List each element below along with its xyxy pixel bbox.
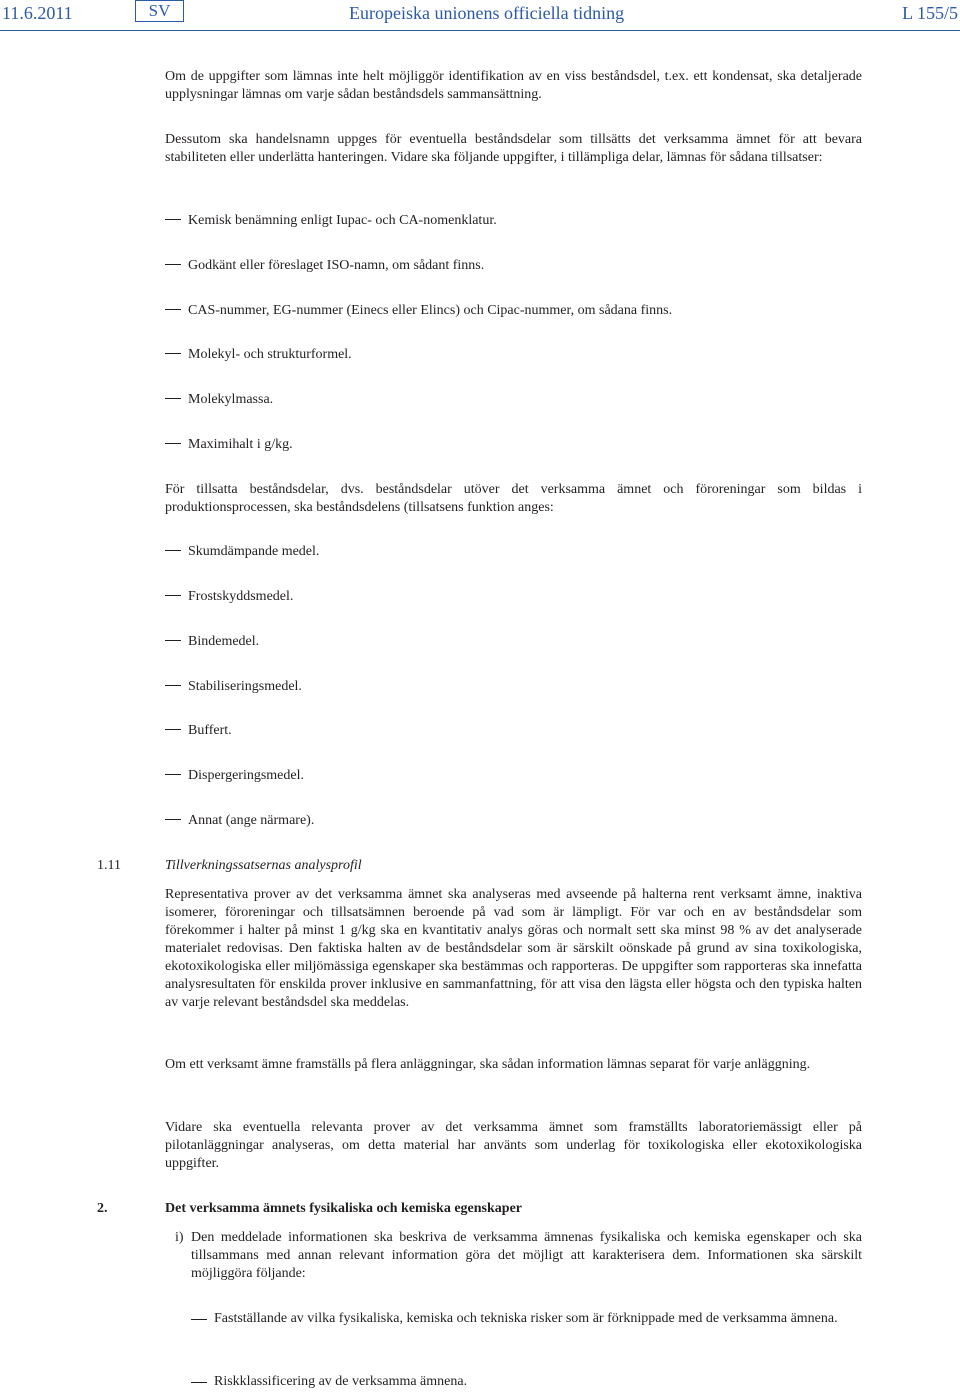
list-item: Skumdämpande medel. (165, 543, 862, 561)
list-item: Maximihalt i g/kg. (165, 436, 862, 454)
list-item: Stabiliseringsmedel. (165, 678, 862, 696)
dash-mark (165, 774, 181, 775)
list-item: Riskklassificering av de verksamma ämnena. (191, 1373, 862, 1391)
header-rule (0, 30, 960, 31)
dash-mark (165, 595, 181, 596)
dash-mark (165, 729, 181, 730)
dash-mark (165, 264, 181, 265)
paragraph: För tillsatta beståndsdelar, dvs. beståndsdelar utöver det verksamma ämnet och föroreningar som bildas i produktionsprocessen, ska beståndsdelens (tillsatsens funktion anges: (165, 482, 862, 515)
sub-item-text: Den meddelade informationen ska beskriva de verksamma ämnenas fysikaliska och kemiska egenskaper och ska tillsammans med annan relevant information göra det möjligt att karakterisera dem. Informationen ska särskilt möjliggöra följande: (191, 1230, 862, 1281)
list-item: Buffert. (165, 722, 862, 740)
dash-mark (165, 819, 181, 820)
list-item: Godkänt eller föreslaget ISO-namn, om sådant finns. (165, 257, 862, 275)
dash-mark (165, 219, 181, 220)
language-badge: SV (135, 0, 184, 22)
paragraph: Vidare ska eventuella relevanta prover av det verksamma ämnet som framställts laboratoriemässigt eller på pilotanläggningar analyseras, om detta material har använts som underlag för toxikologiska eller ekotoxikologiska uppgifter. (165, 1120, 862, 1171)
list-item: Molekyl- och strukturformel. (165, 346, 862, 364)
list-item: Fastställande av vilka fysikaliska, kemiska och tekniska risker som är förknippade med de verksamma ämnena. (191, 1310, 862, 1328)
list-item: Frostskyddsmedel. (165, 588, 862, 606)
dash-mark (165, 685, 181, 686)
section-heading: Tillverkningssatsernas analysprofil (165, 858, 362, 873)
dash-mark (165, 353, 181, 354)
section-number: 2. (97, 1201, 108, 1216)
dash-mark (165, 550, 181, 551)
list-item: CAS-nummer, EG-nummer (Einecs eller Elincs) och Cipac-nummer, om sådana finns. (165, 302, 862, 320)
paragraph: Om ett verksamt ämne framställs på flera anläggningar, ska sådan information lämnas separat för varje anläggning. (165, 1057, 811, 1072)
list-item: Kemisk benämning enligt Iupac- och CA-nomenklatur. (165, 212, 862, 230)
dash-mark (191, 1319, 207, 1320)
list-item: Annat (ange närmare). (165, 812, 862, 830)
journal-title: Europeiska unionens officiella tidning (349, 3, 625, 23)
list-item: Bindemedel. (165, 633, 862, 651)
page-header (0, 0, 960, 30)
paragraph: Dessutom ska handelsnamn uppges för eventuella beståndsdelar som tillsätts det verksamma ämnet för att bevara stabiliteten eller underlätta hanteringen. Vidare ska följande uppgifter, i tillämpliga delar, lämnas för sådana tillsatser: (165, 132, 862, 165)
list-item: Molekylmassa. (165, 391, 862, 409)
dash-mark (165, 309, 181, 310)
dash-mark (165, 443, 181, 444)
publication-date: 11.6.2011 (2, 3, 73, 23)
section-number: 1.11 (97, 858, 121, 873)
sub-item-label: i) (175, 1230, 184, 1245)
paragraph: Om de uppgifter som lämnas inte helt möjliggör identifikation av en viss beståndsdel, t.ex. ett kondensat, ska detaljerade upplysningar lämnas om varje sådan beståndsdels sammansättning. (165, 69, 862, 102)
sub-item (175, 1229, 862, 1283)
dash-mark (191, 1382, 207, 1383)
dash-mark (165, 398, 181, 399)
list-item: Dispergeringsmedel. (165, 767, 862, 785)
paragraph: Representativa prover av det verksamma ämnet ska analyseras med avseende på halterna rent verksamt ämne, inaktiva isomerer, föroreningar och tillsatsämnen beroende på vad som är lämpligt. För var och en av beståndsdelar som förekommer i halter på minst 1 g/kg ska en kvantitativ analys göras och normalt sett ska minst 98 % av det analyserade materialet redovisas. Den faktiska halten av de beståndsdelar som är särskilt oönskade på grund av sina toxikologiska, ekotoxikologiska eller miljömässiga egenskaper ska bestämmas och rapporteras. De uppgifter som rapporteras ska innefatta analysresultaten för enskilda prover inklusive en sammanfattning, för att visa den lägsta eller högsta och den typiska halten av varje relevant beståndsdel ska meddelas. (165, 887, 862, 1010)
section-heading: Det verksamma ämnets fysikaliska och kemiska egenskaper (165, 1201, 522, 1216)
dash-mark (165, 640, 181, 641)
page-reference: L 155/5 (902, 3, 958, 23)
